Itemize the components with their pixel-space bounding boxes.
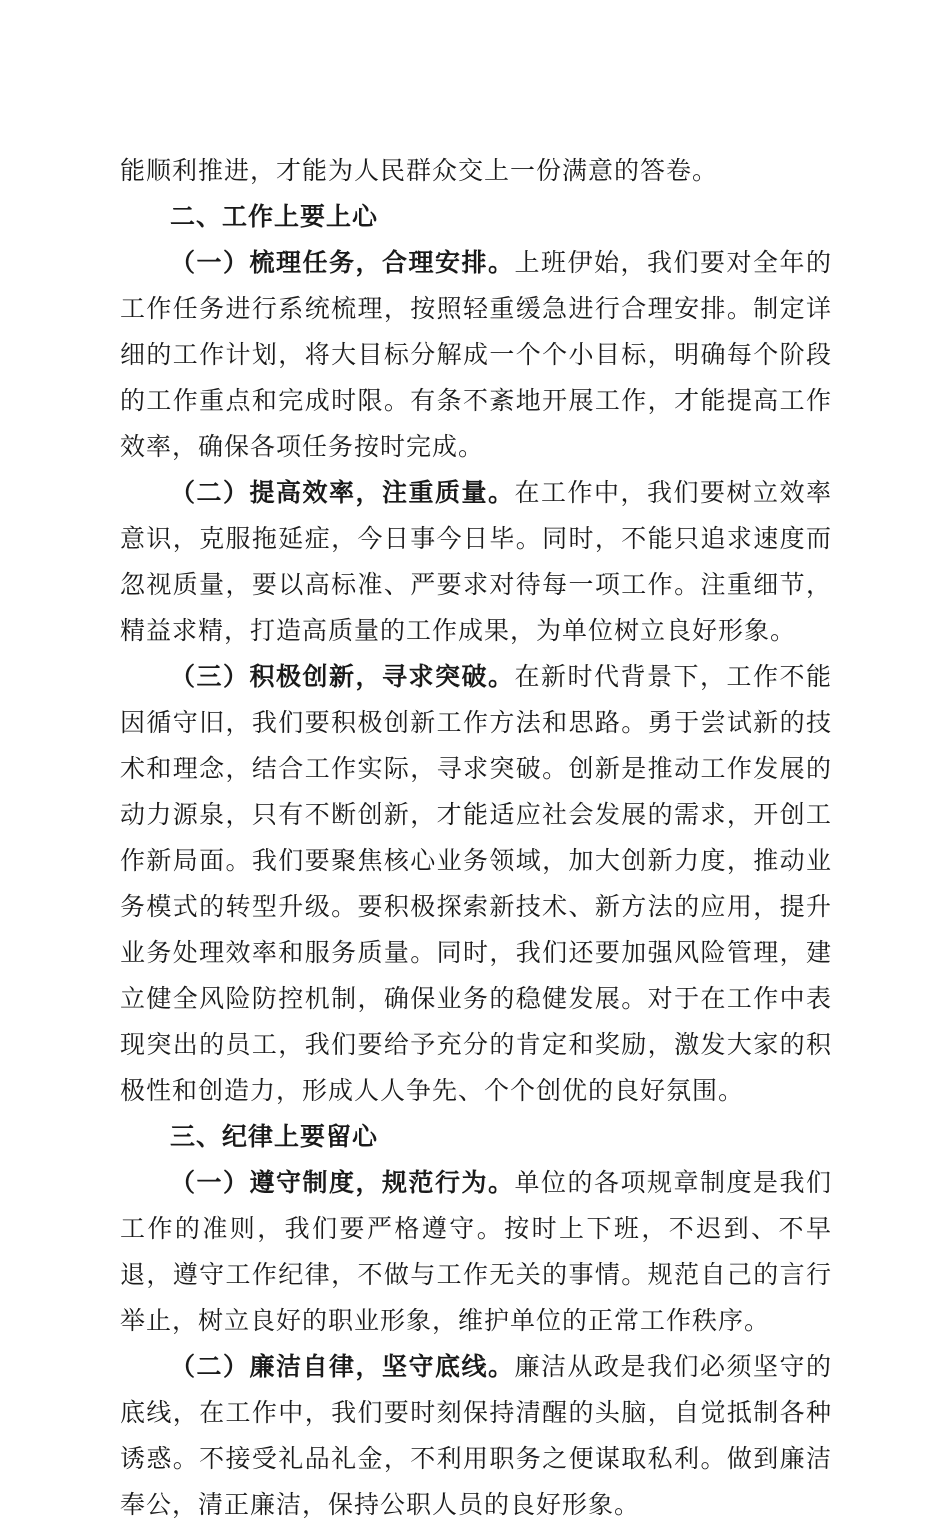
item-body: 在新时代背景下，工作不能因循守旧，我们要积极创新工作方法和思路。勇于尝试新的技术和理念，结合工作实际，寻求突破。创新是推动工作发展的动力源泉，只有不断创新，才能适应社会发展的需求，开创工作新局面。我们要聚焦核心业务领域，加大创新力度，推动业务模式的转型升级。要积极探索新技术、新方法的应用，提升业务处理效率和服务质量。同时，我们还要加强风险管理，建立健全风险防控机制，确保业务的稳健发展。对于在工作中表现突出的员工，我们要给予充分的肯定和奖励，激发大家的积极性和创造力，形成人人争先、个个创优的良好氛围。 bbox=[120, 662, 832, 1105]
section-3-item-1 bbox=[120, 1160, 832, 1344]
section-2-item-3 bbox=[120, 654, 832, 1114]
item-lead: （二）提高效率，注重质量。 bbox=[170, 478, 515, 507]
section-2-item-2 bbox=[120, 470, 832, 654]
item-lead: （三）积极创新，寻求突破。 bbox=[170, 662, 515, 691]
item-lead: （一）遵守制度，规范行为。 bbox=[170, 1168, 515, 1197]
section-3-item-2 bbox=[120, 1344, 832, 1528]
item-body: 廉洁从政是我们必须坚守的底线，在工作中，我们要时刻保持清醒的头脑，自觉抵制各种诱惑。不接受礼品礼金，不利用职务之便谋取私利。做到廉洁奉公，清正廉洁，保持公职人员的良好形象。 bbox=[120, 1352, 832, 1519]
intro-tail-paragraph: 能顺利推进，才能为人民群众交上一份满意的答卷。 bbox=[120, 156, 719, 185]
item-body: 上班伊始，我们要对全年的工作任务进行系统梳理，按照轻重缓急进行合理安排。制定详细的工作计划，将大目标分解成一个个小目标，明确每个阶段的工作重点和完成时限。有条不紊地开展工作，才能提高工作效率，确保各项任务按时完成。 bbox=[120, 248, 832, 461]
document-body bbox=[120, 148, 832, 1528]
item-body: 单位的各项规章制度是我们工作的准则，我们要严格遵守。按时上下班，不迟到、不早退，遵守工作纪律，不做与工作无关的事情。规范自己的言行举止，树立良好的职业形象，维护单位的正常工作秩序。 bbox=[120, 1168, 832, 1335]
item-body: 在工作中，我们要树立效率意识，克服拖延症，今日事今日毕。同时，不能只追求速度而忽视质量，要以高标准、严要求对待每一项工作。注重细节，精益求精，打造高质量的工作成果，为单位树立良好形象。 bbox=[120, 478, 832, 645]
section-3-heading: 三、纪律上要留心 bbox=[170, 1122, 379, 1151]
item-lead: （二）廉洁自律，坚守底线。 bbox=[170, 1352, 515, 1381]
item-lead: （一）梳理任务，合理安排。 bbox=[170, 248, 515, 277]
section-2-heading: 二、工作上要上心 bbox=[170, 202, 379, 231]
section-2-item-1 bbox=[120, 240, 832, 470]
